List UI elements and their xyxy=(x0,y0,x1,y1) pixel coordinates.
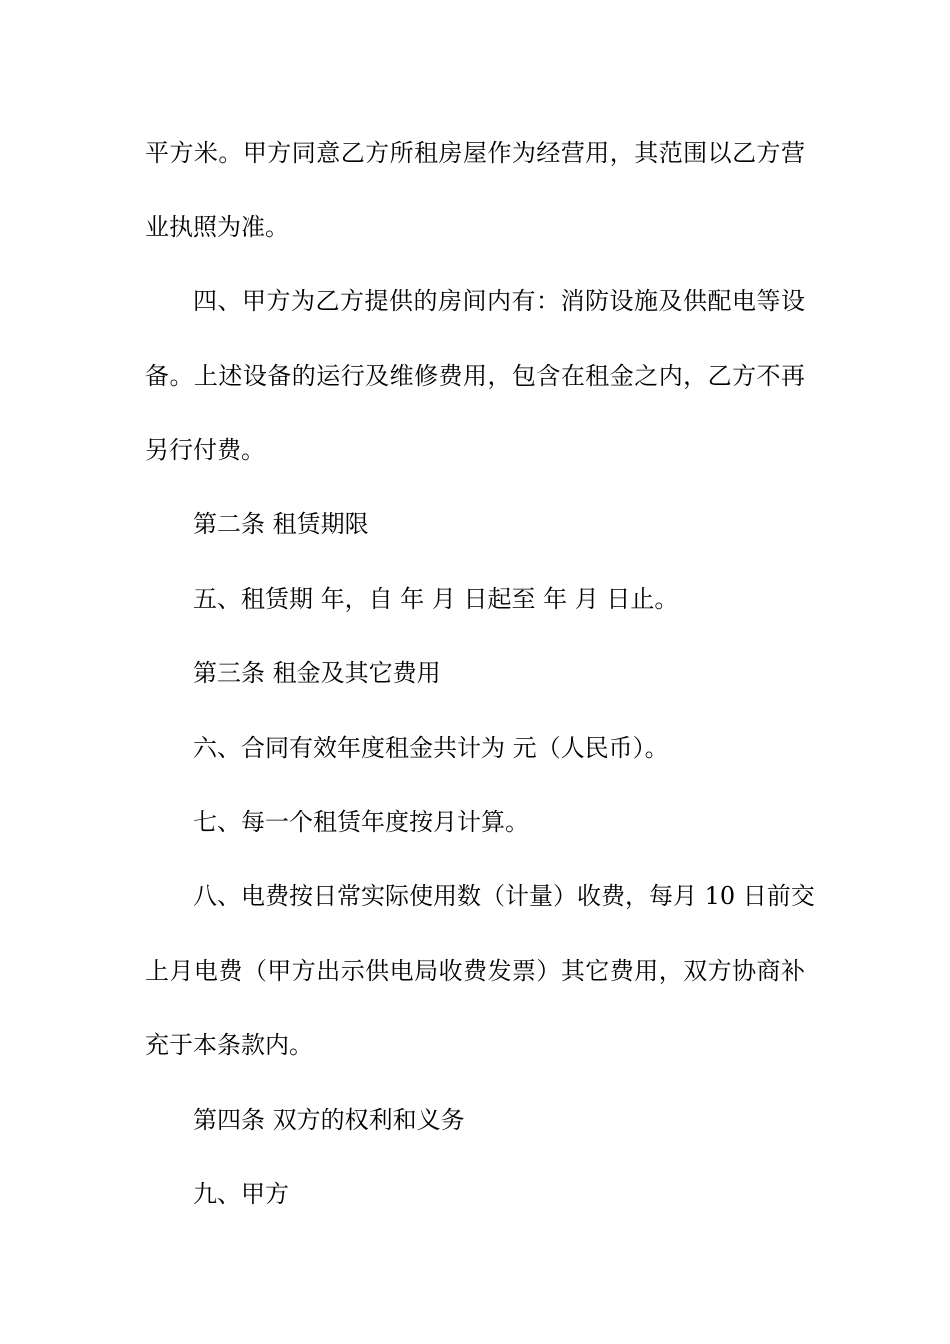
paragraph-line: 充于本条款内。 xyxy=(145,1031,313,1059)
paragraph-line: 四、甲方为乙方提供的房间内有：消防设施及供配电等设 xyxy=(193,287,805,315)
paragraph-line: 六、合同有效年度租金共计为 元（人民币）。 xyxy=(193,734,669,762)
paragraph-line: 五、租赁期 年，自 年 月 日起至 年 月 日止。 xyxy=(193,585,679,613)
paragraph-line: 另行付费。 xyxy=(145,436,265,464)
paragraph-line: 九、甲方 xyxy=(193,1180,289,1208)
paragraph-line: 业执照为准。 xyxy=(145,213,289,241)
paragraph-line: 七、每一个租赁年度按月计算。 xyxy=(193,808,529,836)
paragraph-line: 上月电费（甲方出示供电局收费发票）其它费用，双方协商补 xyxy=(145,957,805,985)
paragraph-line: 八、电费按日常实际使用数（计量）收费，每月 10 日前交 xyxy=(193,882,815,910)
section-heading: 第二条 租赁期限 xyxy=(193,510,369,538)
paragraph-line: 备。上述设备的运行及维修费用，包含在租金之内，乙方不再 xyxy=(145,362,805,390)
section-heading: 第四条 双方的权利和义务 xyxy=(193,1106,465,1134)
section-heading: 第三条 租金及其它费用 xyxy=(193,659,441,687)
paragraph-line: 平方米。甲方同意乙方所租房屋作为经营用，其范围以乙方营 xyxy=(145,139,805,167)
